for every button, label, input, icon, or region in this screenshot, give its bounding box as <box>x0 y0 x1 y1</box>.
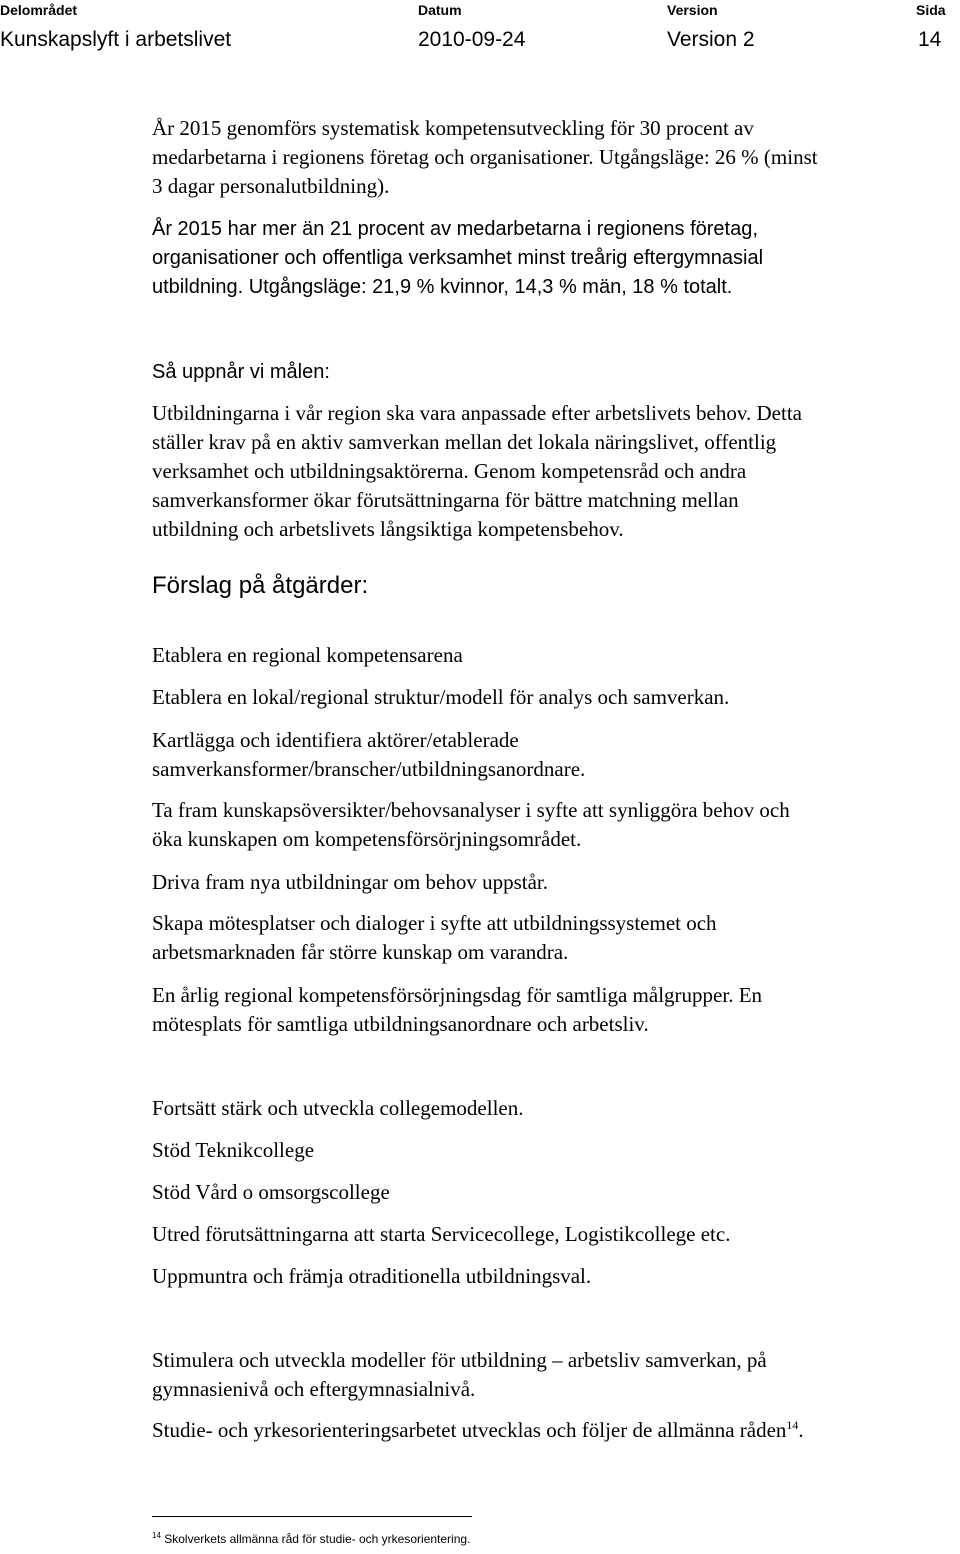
text-line: arbetsmarknaden får större kunskap om varandra. <box>152 940 569 964</box>
proposal-item <box>152 868 960 897</box>
text-line: samverkansformer ökar förutsättningarna för bättre matchning mellan <box>152 488 739 512</box>
text-line: utbildning. Utgångsläge: 21,9 % kvinnor, 14,3 % män, 18 % totalt. <box>152 276 733 298</box>
proposals-heading: Förslag på åtgärder: <box>152 572 369 599</box>
goal-paragraph-1 <box>152 114 960 201</box>
study-paragraph <box>152 1416 960 1445</box>
goal-paragraph-2 <box>152 215 960 302</box>
text-line: Driva fram nya utbildningar om behov uppstår. <box>152 870 548 894</box>
header-value-area: Kunskapslyft i arbetslivet <box>0 28 232 51</box>
proposal-item <box>152 796 960 854</box>
text-line: öka kunskapen om kompetensförsörjningsområdet. <box>152 827 582 851</box>
text-line: Utbildningarna i vår region ska vara anpassade efter arbetslivets behov. Detta <box>152 401 802 425</box>
header-label-area: Delområdet <box>0 2 78 18</box>
how-paragraph <box>152 399 960 544</box>
header-value-page: 14 <box>918 28 942 51</box>
text-line: gymnasienivå och eftergymnasialnivå. <box>152 1377 476 1401</box>
text-line: Etablera en regional kompetensarena <box>152 643 463 667</box>
college-item: Stöd Vård o omsorgscollege <box>152 1180 390 1204</box>
text-line: samverkansformer/branscher/utbildningsanordnare. <box>152 757 586 781</box>
stimulate-paragraph <box>152 1346 960 1404</box>
header-value-version: Version 2 <box>667 28 755 51</box>
text-line: År 2015 genomförs systematisk kompetensutveckling för 30 procent av <box>152 116 754 140</box>
header-label-page: Sida <box>916 2 946 18</box>
text-line: En årlig regional kompetensförsörjningsdag för samtliga målgrupper. En <box>152 983 763 1007</box>
college-item: Stöd Teknikcollege <box>152 1138 315 1162</box>
header-label-version: Version <box>667 2 718 18</box>
college-item: Utred förutsättningarna att starta Servicecollege, Logistikcollege etc. <box>152 1222 731 1246</box>
proposal-item <box>152 981 960 1039</box>
text-line: organisationer och offentliga verksamhet minst treårig eftergymnasial <box>152 247 764 269</box>
study-end: . <box>798 1418 804 1442</box>
footnote-text: Skolverkets allmänna råd för studie- och yrkesorientering. <box>164 1532 471 1546</box>
proposal-item <box>152 909 960 967</box>
college-item: Uppmuntra och främja otraditionella utbildningsval. <box>152 1264 592 1288</box>
text-line: Etablera en lokal/regional struktur/modell för analys och samverkan. <box>152 685 730 709</box>
header-label-date: Datum <box>418 2 462 18</box>
text-line: Stimulera och utveckla modeller för utbildning – arbetsliv samverkan, på <box>152 1348 767 1372</box>
college-item: Fortsätt stärk och utveckla collegemodellen. <box>152 1096 524 1120</box>
proposal-item <box>152 726 960 784</box>
text-line: Skapa mötesplatser och dialoger i syfte att utbildningssystemet och <box>152 911 717 935</box>
text-line: mötesplats för samtliga utbildningsanordnare och arbetsliv. <box>152 1012 649 1036</box>
footnote <box>152 1532 470 1546</box>
header-value-date: 2010-09-24 <box>418 28 526 51</box>
footnote-divider <box>152 1516 472 1517</box>
text-line: utbildning och arbetslivets långsiktiga kompetensbehov. <box>152 517 624 541</box>
text-line: Ta fram kunskapsöversikter/behovsanalyser i syfte att synliggöra behov och <box>152 798 790 822</box>
footnote-reference[interactable]: 14 <box>786 1418 799 1432</box>
text-line: År 2015 har mer än 21 procent av medarbetarna i regionens företag, <box>152 218 758 240</box>
text-line: Kartlägga och identifiera aktörer/etablerade <box>152 728 519 752</box>
proposal-item <box>152 641 960 670</box>
text-line: medarbetarna i regionens företag och organisationer. Utgångsläge: 26 % (minst <box>152 145 818 169</box>
proposal-item <box>152 683 960 712</box>
text-line: ställer krav på en aktiv samverkan mellan det lokala näringslivet, offentlig <box>152 430 777 454</box>
how-heading: Så uppnår vi målen: <box>152 361 330 383</box>
footnote-number: 14 <box>152 1531 161 1540</box>
text-line: verksamhet och utbildningsaktörerna. Genom kompetensråd och andra <box>152 459 747 483</box>
study-text: Studie- och yrkesorienteringsarbetet utvecklas och följer de allmänna råden <box>152 1418 787 1442</box>
text-line: 3 dagar personalutbildning). <box>152 174 390 198</box>
